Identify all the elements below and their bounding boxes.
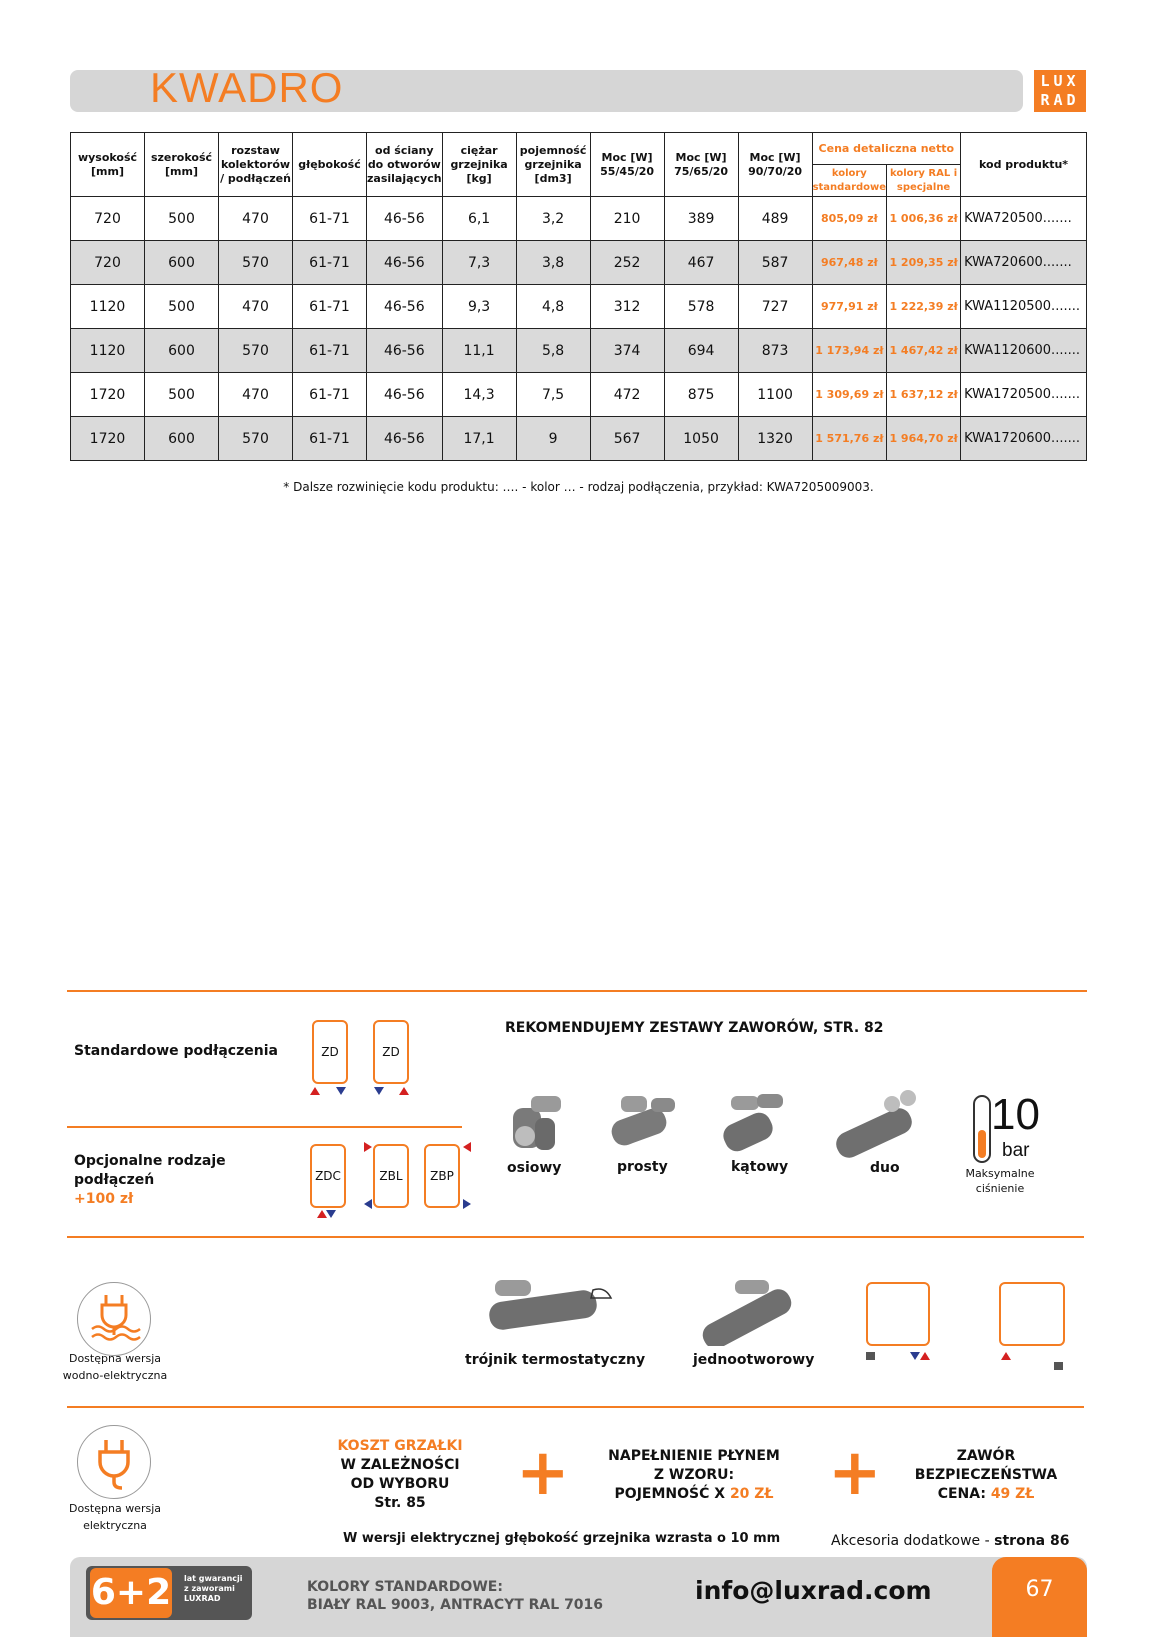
valve-label-prosty: prosty [617, 1159, 668, 1175]
valve-prosty-icon [607, 1090, 679, 1160]
warranty-text [184, 1574, 243, 1604]
table-cell: 46-56 [367, 197, 443, 241]
table-cell: 1120 [71, 285, 145, 329]
table-cell: KWA1120600....... [961, 329, 1087, 373]
table-cell: 9,3 [442, 285, 516, 329]
table-cell: 600 [145, 417, 219, 461]
table-cell: 720 [71, 197, 145, 241]
return-arrow-icon [374, 1087, 384, 1095]
table-cell: 17,1 [442, 417, 516, 461]
optional-price: +100 zł [74, 1191, 134, 1207]
th-moc-3: Moc [W] 90/70/20 [738, 133, 812, 197]
table-cell: 5,8 [516, 329, 590, 373]
valve-label-osiowy: osiowy [507, 1160, 562, 1176]
contact-email[interactable]: info@luxrad.com [695, 1576, 932, 1605]
table-cell: 873 [738, 329, 812, 373]
heater-icon [1054, 1362, 1063, 1370]
th-wysokosc: wysokość [mm] [71, 133, 145, 197]
table-cell: 570 [219, 241, 293, 285]
table-cell: 1320 [738, 417, 812, 461]
valve-duo-icon [830, 1090, 926, 1160]
return-arrow-icon [910, 1352, 920, 1360]
safety-line1: ZAWÓR [956, 1448, 1016, 1464]
code-label: ZBP [430, 1169, 454, 1183]
return-arrow-icon [326, 1210, 336, 1218]
table-cell: 570 [219, 329, 293, 373]
supply-arrow-icon [310, 1087, 320, 1095]
table-cell: 61-71 [293, 329, 367, 373]
page-title: KWADRO [150, 64, 344, 111]
code-label: ZDC [315, 1169, 341, 1183]
table-cell: 805,09 zł [812, 197, 886, 241]
pressure-gauge-icon [973, 1095, 991, 1163]
table-cell: 500 [145, 373, 219, 417]
table-cell: 312 [590, 285, 664, 329]
th-kod: kod produktu* [961, 133, 1087, 197]
table-cell: 1100 [738, 373, 812, 417]
th-moc-2: Moc [W] 75/65/20 [664, 133, 738, 197]
fluid-line1: NAPEŁNIENIE PŁYNEM [608, 1448, 780, 1464]
warranty-text-line1: lat gwarancji [184, 1574, 243, 1583]
radiator-heater-right [999, 1282, 1065, 1346]
depth-note: W wersji elektrycznej głębokość grzejnika wzrasta o 10 mm [343, 1531, 781, 1546]
thermostatic-tee-icon [485, 1276, 625, 1338]
safety-price-label: CENA: [937, 1486, 991, 1502]
spec-table [70, 132, 1087, 461]
table-cell: 1 222,39 zł [887, 285, 961, 329]
pressure-label-line1: Maksymalne [965, 1167, 1035, 1180]
table-cell: 46-56 [367, 285, 443, 329]
table-cell: 567 [590, 417, 664, 461]
supply-arrow-icon [463, 1142, 471, 1152]
th-rozstaw: rozstaw kolektorów / podłączeń [219, 133, 293, 197]
table-cell: 727 [738, 285, 812, 329]
th-cena: Cena detaliczna netto [812, 133, 960, 165]
radiator-zd-1 [312, 1020, 348, 1084]
table-cell: 210 [590, 197, 664, 241]
table-cell: 1720 [71, 373, 145, 417]
luxrad-logo [1034, 70, 1086, 112]
table-cell: 600 [145, 329, 219, 373]
fluid-price: 20 ZŁ [729, 1486, 774, 1502]
return-arrow-icon [364, 1199, 372, 1209]
warranty-text-line2: z zaworami [184, 1584, 235, 1593]
table-cell: 470 [219, 285, 293, 329]
valve-label-katowy: kątowy [731, 1159, 789, 1175]
table-cell: 720 [71, 241, 145, 285]
safety-valve-block [896, 1447, 1076, 1504]
return-arrow-icon [336, 1087, 346, 1095]
thermostatic-tee-label: trójnik termostatyczny [465, 1352, 646, 1368]
table-cell: 14,3 [442, 373, 516, 417]
valve-label-duo: duo [870, 1160, 900, 1176]
table-cell: 61-71 [293, 417, 367, 461]
standard-colors [307, 1578, 603, 1614]
table-cell: KWA720500....... [961, 197, 1087, 241]
fluid-formula: POJEMNOŚĆ X [614, 1486, 730, 1502]
pressure-value: 10 [991, 1090, 1040, 1139]
accessories-page: strona 86 [994, 1533, 1070, 1549]
accessories-text: Akcesoria dodatkowe - [831, 1533, 995, 1549]
table-cell: 46-56 [367, 241, 443, 285]
single-hole-valve-icon [695, 1276, 805, 1346]
supply-arrow-icon [1001, 1352, 1011, 1360]
th-cena-std: kolory standardowe [812, 165, 886, 197]
accessories-note [831, 1533, 1069, 1549]
table-cell: 694 [664, 329, 738, 373]
table-cell: KWA1120500....... [961, 285, 1087, 329]
standard-connections-label: Standardowe podłączenia [74, 1043, 278, 1059]
table-cell: 61-71 [293, 373, 367, 417]
optional-label-line1: Opcjonalne rodzaje [74, 1153, 226, 1169]
heater-cost-line2: W ZALEŻNOŚCI [340, 1457, 460, 1473]
table-cell: 46-56 [367, 417, 443, 461]
radiator-heater-left [866, 1282, 930, 1346]
table-row [71, 197, 1087, 241]
table-cell: 467 [664, 241, 738, 285]
pressure-label [960, 1166, 1040, 1196]
table-cell: 489 [738, 197, 812, 241]
table-row [71, 417, 1087, 461]
optional-connections-label [74, 1152, 226, 1209]
radiator-zbl [373, 1144, 409, 1208]
table-cell: 11,1 [442, 329, 516, 373]
fluid-fill-block [580, 1447, 808, 1504]
electric-label [50, 1500, 180, 1534]
table-cell: 500 [145, 197, 219, 241]
table-row [71, 285, 1087, 329]
electric-plug-icon [77, 1425, 151, 1499]
table-cell: 6,1 [442, 197, 516, 241]
table-cell: 7,5 [516, 373, 590, 417]
water-electric-label [50, 1350, 180, 1384]
page-number: 67 [992, 1557, 1087, 1637]
pressure-unit: bar [1002, 1140, 1030, 1161]
table-cell: 3,2 [516, 197, 590, 241]
radiator-zdc [310, 1144, 346, 1208]
table-cell: KWA1720500....... [961, 373, 1087, 417]
warranty-text-line3: LUXRAD [184, 1594, 221, 1603]
colors-line1: KOLORY STANDARDOWE: [307, 1579, 503, 1595]
table-cell: 46-56 [367, 329, 443, 373]
fluid-line2: Z WZORU: [653, 1467, 735, 1483]
table-cell: 500 [145, 285, 219, 329]
water-electric-label-line2: wodno-elektryczna [62, 1369, 168, 1382]
th-ciezar: ciężar grzejnika [kg] [442, 133, 516, 197]
table-cell: 1 964,70 zł [887, 417, 961, 461]
code-label: ZBL [379, 1169, 403, 1183]
valve-katowy-icon [717, 1090, 789, 1160]
table-cell: KWA1720600....... [961, 417, 1087, 461]
table-cell: 252 [590, 241, 664, 285]
table-cell: 472 [590, 373, 664, 417]
table-cell: 1120 [71, 329, 145, 373]
th-od-sciany: od ściany do otworów zasilających [367, 133, 443, 197]
th-pojemnosc: pojemność grzejnika [dm3] [516, 133, 590, 197]
plus-icon: + [516, 1436, 570, 1510]
heater-cost-line1: KOSZT GRZAŁKI [337, 1438, 463, 1454]
radiator-zbp [424, 1144, 460, 1208]
th-glebokosc: głębokość [293, 133, 367, 197]
water-electric-label-line1: Dostępna wersja [68, 1352, 162, 1365]
table-cell: KWA720600....... [961, 241, 1087, 285]
code-label: ZD [321, 1045, 339, 1059]
table-cell: 61-71 [293, 197, 367, 241]
heater-icon [866, 1352, 875, 1360]
water-electric-icon [77, 1282, 151, 1356]
table-cell: 1050 [664, 417, 738, 461]
divider-2 [67, 1126, 462, 1128]
divider-4 [67, 1406, 1084, 1408]
table-cell: 470 [219, 373, 293, 417]
table-cell: 600 [145, 241, 219, 285]
table-cell: 1 571,76 zł [812, 417, 886, 461]
table-cell: 1 173,94 zł [812, 329, 886, 373]
table-cell: 61-71 [293, 285, 367, 329]
table-cell: 1 467,42 zł [887, 329, 961, 373]
supply-arrow-icon [364, 1142, 372, 1152]
single-hole-label: jednootworowy [693, 1352, 815, 1368]
fluid-line3 [580, 1485, 808, 1504]
logo-top: LUX [1040, 72, 1080, 90]
code-label: ZD [382, 1045, 400, 1059]
table-cell: 967,48 zł [812, 241, 886, 285]
th-szerokosc: szerokość [mm] [145, 133, 219, 197]
heater-cost-line3: OD WYBORU [350, 1476, 450, 1492]
th-cena-ral: kolory RAL i specjalne [887, 165, 961, 197]
heater-cost-block [335, 1437, 465, 1513]
table-cell: 977,91 zł [812, 285, 886, 329]
table-cell: 470 [219, 197, 293, 241]
pressure-label-line2: ciśnienie [975, 1182, 1025, 1195]
colors-line2: BIAŁY RAL 9003, ANTRACYT RAL 7016 [307, 1597, 604, 1613]
table-cell: 374 [590, 329, 664, 373]
table-cell: 389 [664, 197, 738, 241]
safety-line3 [896, 1485, 1076, 1504]
table-cell: 578 [664, 285, 738, 329]
footnote: * Dalsze rozwinięcie kodu produktu: …. - kolor … - rodzaj podłączenia, przykład: KWA7205009003. [283, 480, 874, 494]
heater-cost-line4: Str. 85 [374, 1495, 426, 1511]
electric-label-line1: Dostępna wersja [68, 1502, 162, 1515]
safety-line2: BEZPIECZEŃSTWA [914, 1467, 1058, 1483]
table-cell: 7,3 [442, 241, 516, 285]
table-cell: 46-56 [367, 373, 443, 417]
supply-arrow-icon [399, 1087, 409, 1095]
logo-bottom: RAD [1040, 91, 1080, 109]
supply-arrow-icon [920, 1352, 930, 1360]
table-row [71, 373, 1087, 417]
th-moc-1: Moc [W] 55/45/20 [590, 133, 664, 197]
table-cell: 875 [664, 373, 738, 417]
optional-label-line2: podłączeń [74, 1172, 155, 1188]
return-arrow-icon [463, 1199, 471, 1209]
table-cell: 1 309,69 zł [812, 373, 886, 417]
table-row [71, 241, 1087, 285]
table-cell: 61-71 [293, 241, 367, 285]
table-cell: 3,8 [516, 241, 590, 285]
table-cell: 9 [516, 417, 590, 461]
divider-3 [67, 1236, 1084, 1238]
table-cell: 570 [219, 417, 293, 461]
valve-osiowy-icon [505, 1090, 575, 1160]
table-cell: 1 006,36 zł [887, 197, 961, 241]
recommend-heading: REKOMENDUJEMY ZESTAWY ZAWORÓW, STR. 82 [505, 1020, 884, 1036]
table-cell: 1720 [71, 417, 145, 461]
plus-icon: + [828, 1436, 882, 1510]
table-row [71, 329, 1087, 373]
radiator-zd-2 [373, 1020, 409, 1084]
warranty-years: 6+2 [90, 1568, 172, 1618]
table-cell: 1 637,12 zł [887, 373, 961, 417]
divider-1 [67, 990, 1087, 992]
table-cell: 4,8 [516, 285, 590, 329]
table-cell: 587 [738, 241, 812, 285]
electric-label-line2: elektryczna [83, 1519, 147, 1532]
table-cell: 1 209,35 zł [887, 241, 961, 285]
safety-price: 49 ZŁ [990, 1486, 1035, 1502]
